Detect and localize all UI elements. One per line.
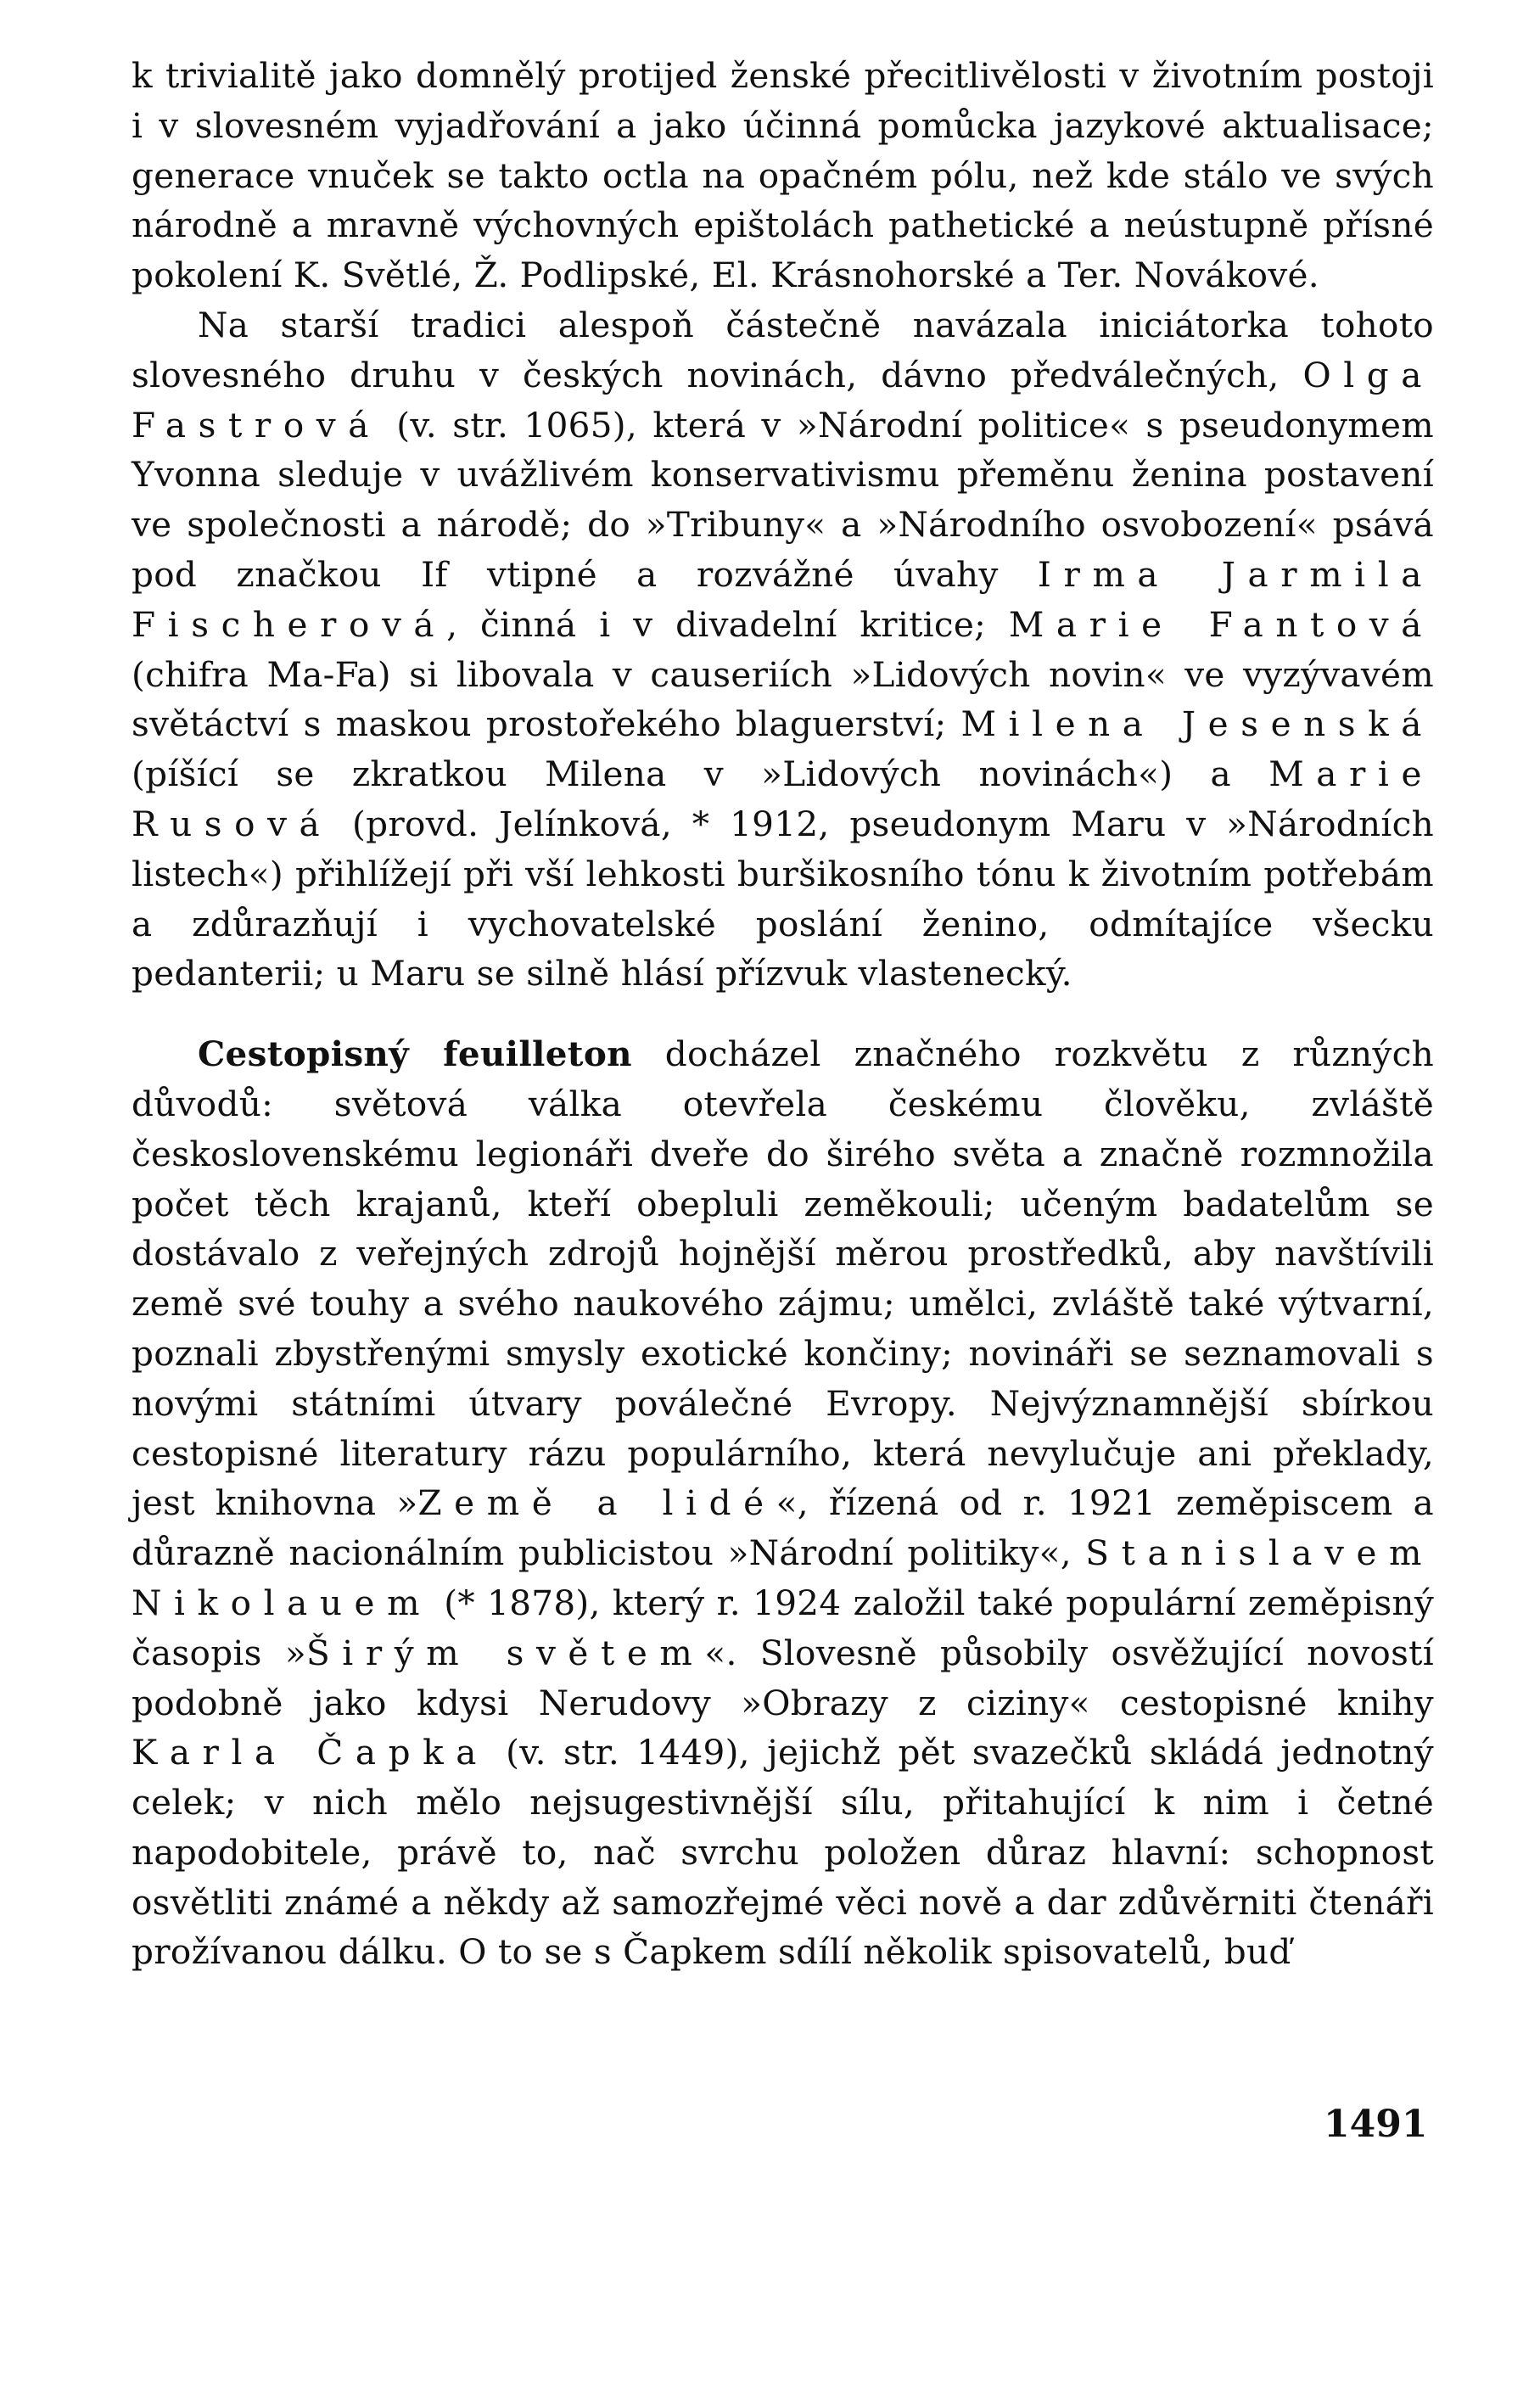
author-name: Marie Rusová: [132, 753, 1434, 844]
paragraph-text: «, řízená od r. 1921 zeměpiscem a důrazně nacionálním publicistou »Národní politiky«,: [132, 1482, 1434, 1574]
paragraph-text: docházel značného rozkvětu z různých důvodů: světová válka otevřela českému člověku, zvláště československému legionáři dveře do širého světa a značně rozmnožila počet těch krajanů, kteří obepluli zeměkouli; učeným badatelům se dostávalo z veřejných zdrojů hojnější měrou prostředků, aby navštívili země své touhy a svého naukového zájmu; umělci, zvláště také výtvarní, poznali zbystřenými smysly exotické končiny; novináři se seznamovali s novými státními útvary poválečné Evropy. Nejvýznamnější sbírkou cestopisné literatury rázu populárního, která nevylučuje ani překlady, jest knihovna »: [132, 1033, 1434, 1524]
paragraph-text: (v. str. 1065), která v »Národní politice« s pseudonymem Yvonna sleduje v uvážlivém konservativismu přeměnu ženina postavení ve společnosti a národě; do »Tribuny« a »Národního osvobození« psává pod značkou If vtipné a rozvážné úvahy: [132, 404, 1434, 595]
paragraph-text: , činná i v divadelní kritice;: [446, 603, 1009, 645]
author-name: Milena Jesenská: [960, 703, 1435, 745]
paragraph-2: [132, 300, 1434, 999]
paragraph-3: [132, 1029, 1434, 1977]
paragraph-text: (* 1878), který r. 1924 založil také populární zeměpisný časopis »: [132, 1582, 1434, 1673]
paragraph-1: [132, 51, 1434, 300]
page-number: 1491: [1324, 2103, 1428, 2146]
paragraph-text: k trivialitě jako domnělý protijed ženské přecitlivělosti v životním postoji i v slovesném vyjadřování a jako účinná pomůcka jazykové aktualisace; generace vnuček se takto octla na opačném pólu, než kde stálo ve svých národně a mravně výchovných epištolách pathetické a neústupně přísné pokolení K. Světlé, Ž. Podlipské, El. Krásnohorské a Ter. Novákové.: [132, 55, 1434, 296]
paragraph-text: Na starší tradici alespoň částečně navázala iniciátorka tohoto slovesného druhu v českých novinách, dávno předválečných,: [132, 304, 1434, 395]
book-series-title: Země a lidé: [417, 1482, 776, 1524]
section-heading: Cestopisný feuilleton: [198, 1033, 632, 1075]
paragraph-text: (v. str. 1449), jejichž pět svazečků skládá jednotný celek; v nich mělo nejsugestivnější sílu, přitahující k nim i četné napodobitele, právě to, nač svrchu položen důraz hlavní: schopnost osvětliti známé a někdy až samozřejmé věci nově a dar zdůvěrniti čtenáři prožívanou dálku. O to se s Čapkem sdílí několik spisovatelů, buď: [132, 1732, 1434, 1973]
author-name: Irma Jarmila Fischerová: [132, 553, 1434, 645]
book-page: [132, 51, 1434, 1977]
author-name: Marie Fantová: [1008, 603, 1434, 645]
author-name: Stanislavem Nikolauem: [132, 1532, 1434, 1623]
paragraph-text: (píšící se zkratkou Milena v »Lidových novinách«) a: [132, 753, 1269, 795]
magazine-title: Širým světem: [305, 1632, 705, 1673]
paragraph-text: (chifra Ma-Fa) si libovala v causeriích »Lidových novin« ve vyzývavém světáctví s maskou prostořekého blaguerství;: [132, 653, 1434, 745]
paragraph-text: «. Slovesně působily osvěžující novostí podobně jako kdysi Nerudovy »Obrazy z ciziny« cestopisné knihy: [132, 1632, 1434, 1723]
author-name: Olga Fastrová: [132, 354, 1434, 445]
paragraph-text: (provd. Jelínková, * 1912, pseudonym Maru v »Národních listech«) přihlížejí při vší lehkosti buršikosního tónu k životním potřebám a zdůrazňují i vychovatelské poslání ženino, odmítajíce všecku pedanterii; u Maru se silně hlásí přízvuk vlastenecký.: [132, 803, 1434, 994]
author-name: Karla Čapka: [132, 1732, 489, 1773]
